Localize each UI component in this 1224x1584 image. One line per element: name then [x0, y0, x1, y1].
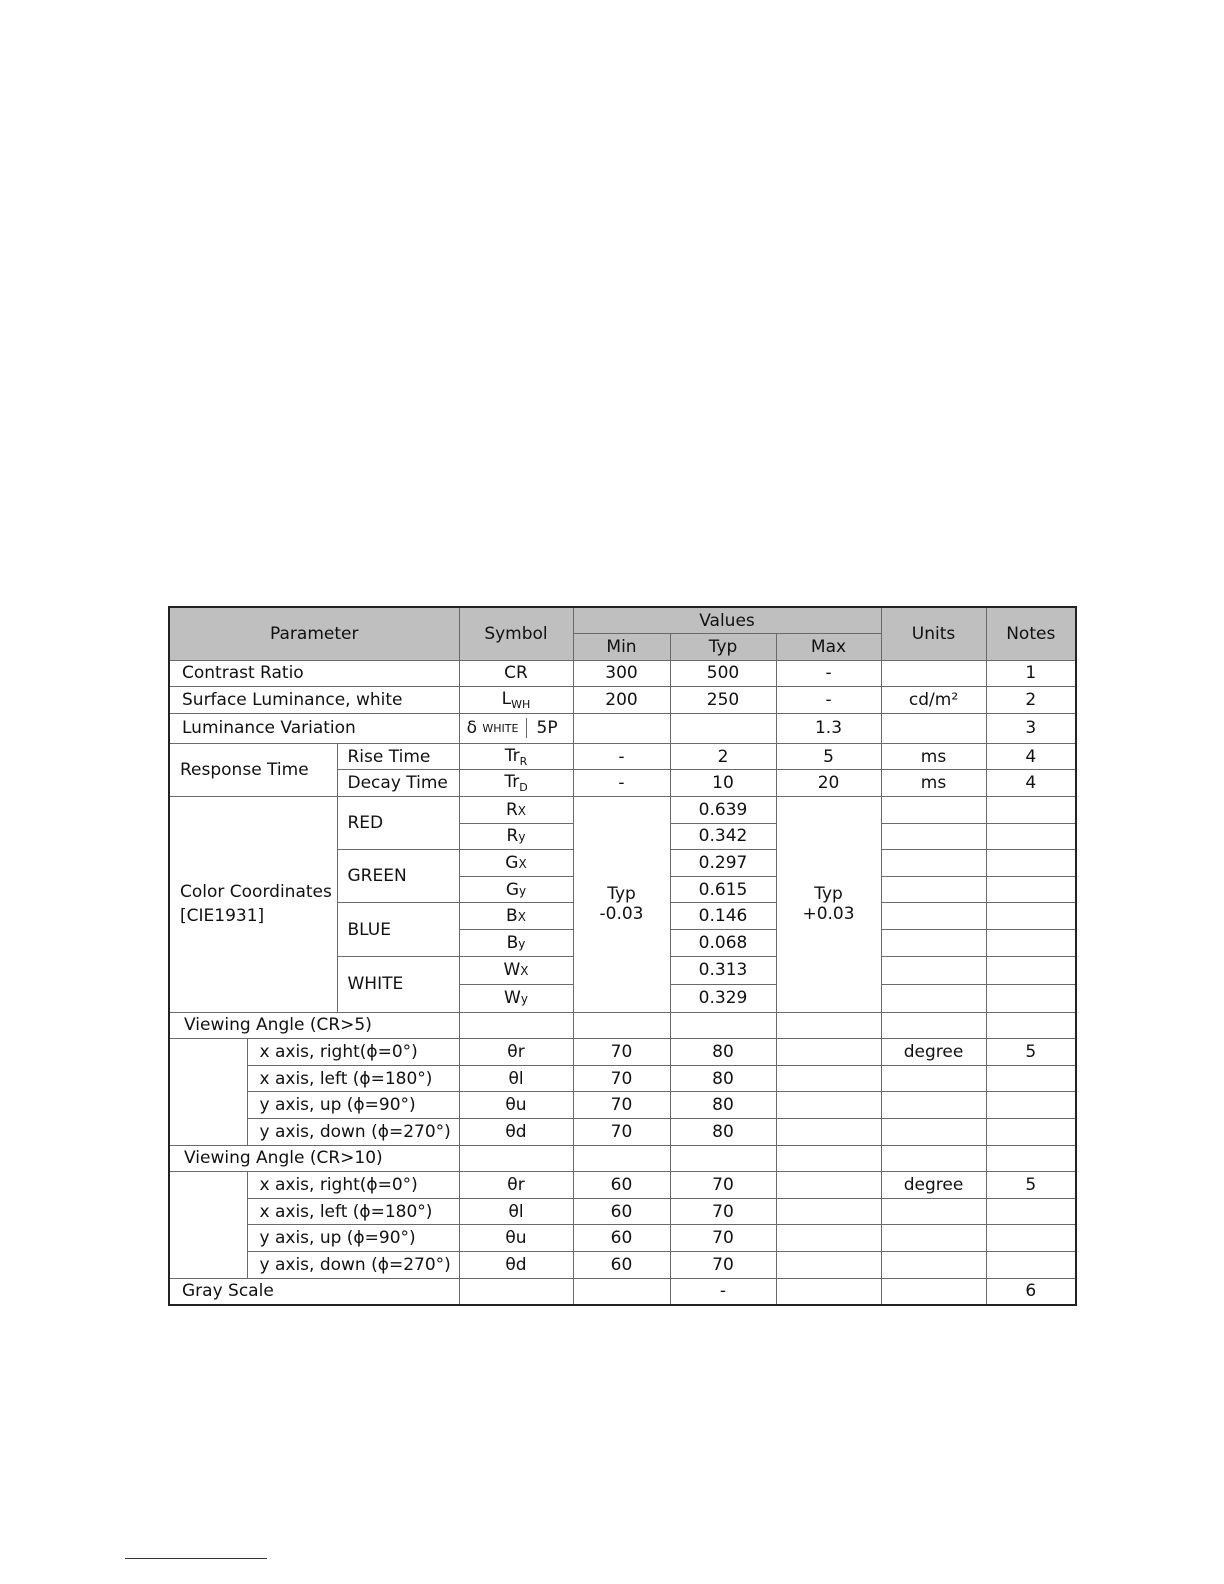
min-cell: 60	[573, 1198, 670, 1225]
min-cell: 70	[573, 1065, 670, 1092]
angle-label: y axis, down (ϕ=270°)	[247, 1251, 459, 1278]
header-symbol: Symbol	[459, 607, 573, 660]
max-cell	[776, 1012, 881, 1039]
notes-cell	[986, 1065, 1076, 1092]
symbol-subscript: y	[520, 992, 528, 1007]
units-cell	[881, 1065, 986, 1092]
units-cell	[881, 930, 986, 957]
typ-cell	[670, 1012, 776, 1039]
symbol-cell: θl	[459, 1198, 573, 1225]
notes-cell: 5	[986, 1039, 1076, 1066]
table-row	[169, 1039, 1076, 1066]
table-row	[169, 797, 1076, 824]
param-gray-scale: Gray Scale	[169, 1278, 459, 1305]
symbol-cell	[459, 903, 573, 930]
notes-cell	[986, 956, 1076, 984]
notes-cell	[986, 876, 1076, 903]
symbol-main: B	[506, 932, 519, 953]
typ-cell: 0.329	[670, 984, 776, 1012]
symbol-cell: θr	[459, 1039, 573, 1066]
table-row	[169, 1251, 1076, 1278]
symbol-cell	[459, 876, 573, 903]
min-cell: -	[573, 743, 670, 770]
symbol-subscript: y	[518, 936, 526, 951]
symbol-cell	[459, 850, 573, 877]
symbol-main: G	[505, 853, 519, 874]
typ-cell: 0.615	[670, 876, 776, 903]
notes-cell	[986, 1225, 1076, 1252]
color-max-line2: +0.03	[802, 904, 855, 925]
max-cell: -	[776, 687, 881, 714]
symbol-main: W	[503, 960, 521, 981]
symbol-main: δ	[466, 718, 477, 739]
symbol-cell	[459, 823, 573, 850]
angle-label: x axis, left (ϕ=180°)	[247, 1065, 459, 1092]
angle-label: y axis, up (ϕ=90°)	[247, 1092, 459, 1119]
header-parameter: Parameter	[169, 607, 459, 660]
typ-cell	[670, 1145, 776, 1172]
symbol-cell	[459, 930, 573, 957]
header-notes: Notes	[986, 607, 1076, 660]
symbol-cell: θl	[459, 1065, 573, 1092]
angle-label: x axis, right(ϕ=0°)	[247, 1172, 459, 1199]
notes-cell	[986, 1145, 1076, 1172]
typ-cell: 2	[670, 743, 776, 770]
notes-cell: 3	[986, 713, 1076, 743]
max-cell: 20	[776, 770, 881, 797]
units-cell	[881, 1251, 986, 1278]
typ-cell: 80	[670, 1065, 776, 1092]
units-cell	[881, 1145, 986, 1172]
notes-cell	[986, 797, 1076, 824]
symbol-main: W	[504, 988, 521, 1009]
units-cell	[881, 713, 986, 743]
table-row	[169, 713, 1076, 743]
min-cell: -	[573, 770, 670, 797]
notes-cell	[986, 984, 1076, 1012]
symbol-subscript: WHITE	[482, 721, 519, 735]
typ-cell: 0.313	[670, 956, 776, 984]
notes-cell: 2	[986, 687, 1076, 714]
symbol-main: R	[506, 826, 519, 847]
min-cell	[573, 1012, 670, 1039]
max-cell	[776, 1251, 881, 1278]
table-row	[169, 1225, 1076, 1252]
notes-cell	[986, 1012, 1076, 1039]
color-max-cell	[776, 797, 881, 1013]
typ-cell: 70	[670, 1198, 776, 1225]
symbol-cell: θd	[459, 1119, 573, 1146]
header-typ: Typ	[670, 634, 776, 661]
symbol-subscript: X	[517, 803, 527, 818]
min-cell: 70	[573, 1039, 670, 1066]
color-group-blue: BLUE	[337, 903, 459, 956]
typ-cell: 70	[670, 1172, 776, 1199]
symbol-main: G	[505, 879, 520, 900]
symbol-cell	[459, 713, 573, 743]
symbol-cell	[459, 1145, 573, 1172]
param-surface-luminance: Surface Luminance, white	[169, 687, 459, 714]
min-cell: 200	[573, 687, 670, 714]
symbol-subscript: X	[520, 964, 529, 979]
symbol-main: R	[505, 799, 518, 820]
typ-cell: 250	[670, 687, 776, 714]
max-cell	[776, 1225, 881, 1252]
min-cell	[573, 1145, 670, 1172]
color-coordinates-line2: [CIE1931]	[180, 906, 265, 927]
symbol-subscript: R	[519, 754, 528, 768]
table-row	[169, 1145, 1076, 1172]
notes-cell: 1	[986, 660, 1076, 687]
units-cell: cd/m²	[881, 687, 986, 714]
units-cell	[881, 903, 986, 930]
typ-cell: 70	[670, 1251, 776, 1278]
notes-cell	[986, 1119, 1076, 1146]
table-row	[169, 687, 1076, 714]
symbol-cell: θr	[459, 1172, 573, 1199]
min-cell: 60	[573, 1225, 670, 1252]
header-values: Values	[573, 607, 881, 634]
color-coordinates-line1: Color Coordinates	[180, 882, 332, 903]
table-row	[169, 1012, 1076, 1039]
typ-cell: 0.068	[670, 930, 776, 957]
typ-cell: 0.146	[670, 903, 776, 930]
notes-cell	[986, 1198, 1076, 1225]
units-cell	[881, 984, 986, 1012]
table-row	[169, 1198, 1076, 1225]
units-cell	[881, 956, 986, 984]
color-group-green: GREEN	[337, 850, 459, 903]
table-row	[169, 1119, 1076, 1146]
color-group-white: WHITE	[337, 956, 459, 1012]
min-cell: 60	[573, 1172, 670, 1199]
min-cell	[573, 713, 670, 743]
symbol-delta-white	[460, 718, 527, 738]
symbol-cell	[459, 1012, 573, 1039]
max-cell	[776, 1119, 881, 1146]
symbol-cell	[459, 687, 573, 714]
notes-cell: 4	[986, 743, 1076, 770]
units-cell	[881, 1012, 986, 1039]
color-min-line2: -0.03	[599, 904, 644, 925]
typ-cell: 500	[670, 660, 776, 687]
symbol-subscript: X	[517, 910, 526, 925]
units-cell: degree	[881, 1172, 986, 1199]
typ-cell: 80	[670, 1092, 776, 1119]
param-rise-time: Rise Time	[337, 743, 459, 770]
notes-cell	[986, 850, 1076, 877]
symbol-subscript: y	[519, 883, 527, 898]
units-cell: degree	[881, 1039, 986, 1066]
table-row	[169, 1278, 1076, 1305]
units-cell	[881, 1119, 986, 1146]
indent-cell	[169, 1039, 247, 1145]
typ-cell: 80	[670, 1039, 776, 1066]
symbol-cell: θu	[459, 1092, 573, 1119]
indent-cell	[169, 1172, 247, 1278]
table-row	[169, 743, 1076, 770]
symbol-cell	[459, 743, 573, 770]
max-cell	[776, 1065, 881, 1092]
typ-cell: 80	[670, 1119, 776, 1146]
footnote-separator	[125, 1558, 267, 1559]
units-cell	[881, 660, 986, 687]
notes-cell: 4	[986, 770, 1076, 797]
units-cell: ms	[881, 743, 986, 770]
table-row	[169, 1065, 1076, 1092]
max-cell	[776, 1278, 881, 1305]
param-viewing-angle-cr10: Viewing Angle (CR>10)	[169, 1145, 459, 1172]
color-min-line1: Typ	[607, 884, 636, 905]
param-viewing-angle-cr5: Viewing Angle (CR>5)	[169, 1012, 459, 1039]
symbol-cell	[459, 770, 573, 797]
symbol-5p: 5P	[536, 718, 558, 739]
color-min-cell	[573, 797, 670, 1013]
units-cell	[881, 850, 986, 877]
table-row	[169, 1092, 1076, 1119]
angle-label: x axis, right(ϕ=0°)	[247, 1039, 459, 1066]
param-response-time: Response Time	[169, 743, 337, 796]
typ-cell: 10	[670, 770, 776, 797]
notes-cell	[986, 930, 1076, 957]
table-row	[169, 1172, 1076, 1199]
min-cell: 70	[573, 1119, 670, 1146]
typ-cell	[670, 713, 776, 743]
units-cell: ms	[881, 770, 986, 797]
notes-cell	[986, 903, 1076, 930]
units-cell	[881, 1225, 986, 1252]
header-min: Min	[573, 634, 670, 661]
param-color-coordinates	[169, 797, 337, 1013]
angle-label: y axis, up (ϕ=90°)	[247, 1225, 459, 1252]
color-max-line1: Typ	[814, 884, 843, 905]
typ-cell: 0.297	[670, 850, 776, 877]
typ-cell: 0.639	[670, 797, 776, 824]
units-cell	[881, 1278, 986, 1305]
symbol-main: L	[501, 689, 512, 710]
header-max: Max	[776, 634, 881, 661]
symbol-cell	[459, 797, 573, 824]
notes-cell	[986, 1251, 1076, 1278]
symbol-subscript: WH	[511, 698, 531, 712]
min-cell	[573, 1278, 670, 1305]
units-cell	[881, 876, 986, 903]
symbol-main: Tr	[504, 745, 520, 766]
notes-cell: 5	[986, 1172, 1076, 1199]
color-group-red: RED	[337, 797, 459, 850]
max-cell	[776, 1092, 881, 1119]
typ-cell: 70	[670, 1225, 776, 1252]
header-units: Units	[881, 607, 986, 660]
symbol-subscript: y	[518, 830, 526, 845]
param-contrast-ratio: Contrast Ratio	[169, 660, 459, 687]
max-cell: -	[776, 660, 881, 687]
max-cell	[776, 1198, 881, 1225]
min-cell: 60	[573, 1251, 670, 1278]
max-cell	[776, 1039, 881, 1066]
symbol-cell	[459, 956, 573, 984]
symbol-cell: θu	[459, 1225, 573, 1252]
symbol-subscript: X	[518, 857, 527, 872]
symbol-cell	[459, 984, 573, 1012]
units-cell	[881, 1092, 986, 1119]
symbol-cell: θd	[459, 1251, 573, 1278]
units-cell	[881, 797, 986, 824]
max-cell	[776, 1145, 881, 1172]
symbol-main: Tr	[504, 772, 520, 793]
symbol-main: B	[506, 906, 518, 927]
typ-cell: 0.342	[670, 823, 776, 850]
units-cell	[881, 823, 986, 850]
min-cell: 70	[573, 1092, 670, 1119]
symbol-cell	[459, 1278, 573, 1305]
max-cell: 5	[776, 743, 881, 770]
max-cell: 1.3	[776, 713, 881, 743]
notes-cell	[986, 1092, 1076, 1119]
symbol-subscript: D	[519, 781, 528, 795]
notes-cell: 6	[986, 1278, 1076, 1305]
notes-cell	[986, 823, 1076, 850]
symbol-cell: CR	[459, 660, 573, 687]
units-cell	[881, 1198, 986, 1225]
optical-spec-table	[168, 606, 1077, 1306]
param-decay-time: Decay Time	[337, 770, 459, 797]
min-cell: 300	[573, 660, 670, 687]
param-luminance-variation: Luminance Variation	[169, 713, 459, 743]
angle-label: y axis, down (ϕ=270°)	[247, 1119, 459, 1146]
max-cell	[776, 1172, 881, 1199]
typ-cell: -	[670, 1278, 776, 1305]
angle-label: x axis, left (ϕ=180°)	[247, 1198, 459, 1225]
table-row	[169, 660, 1076, 687]
